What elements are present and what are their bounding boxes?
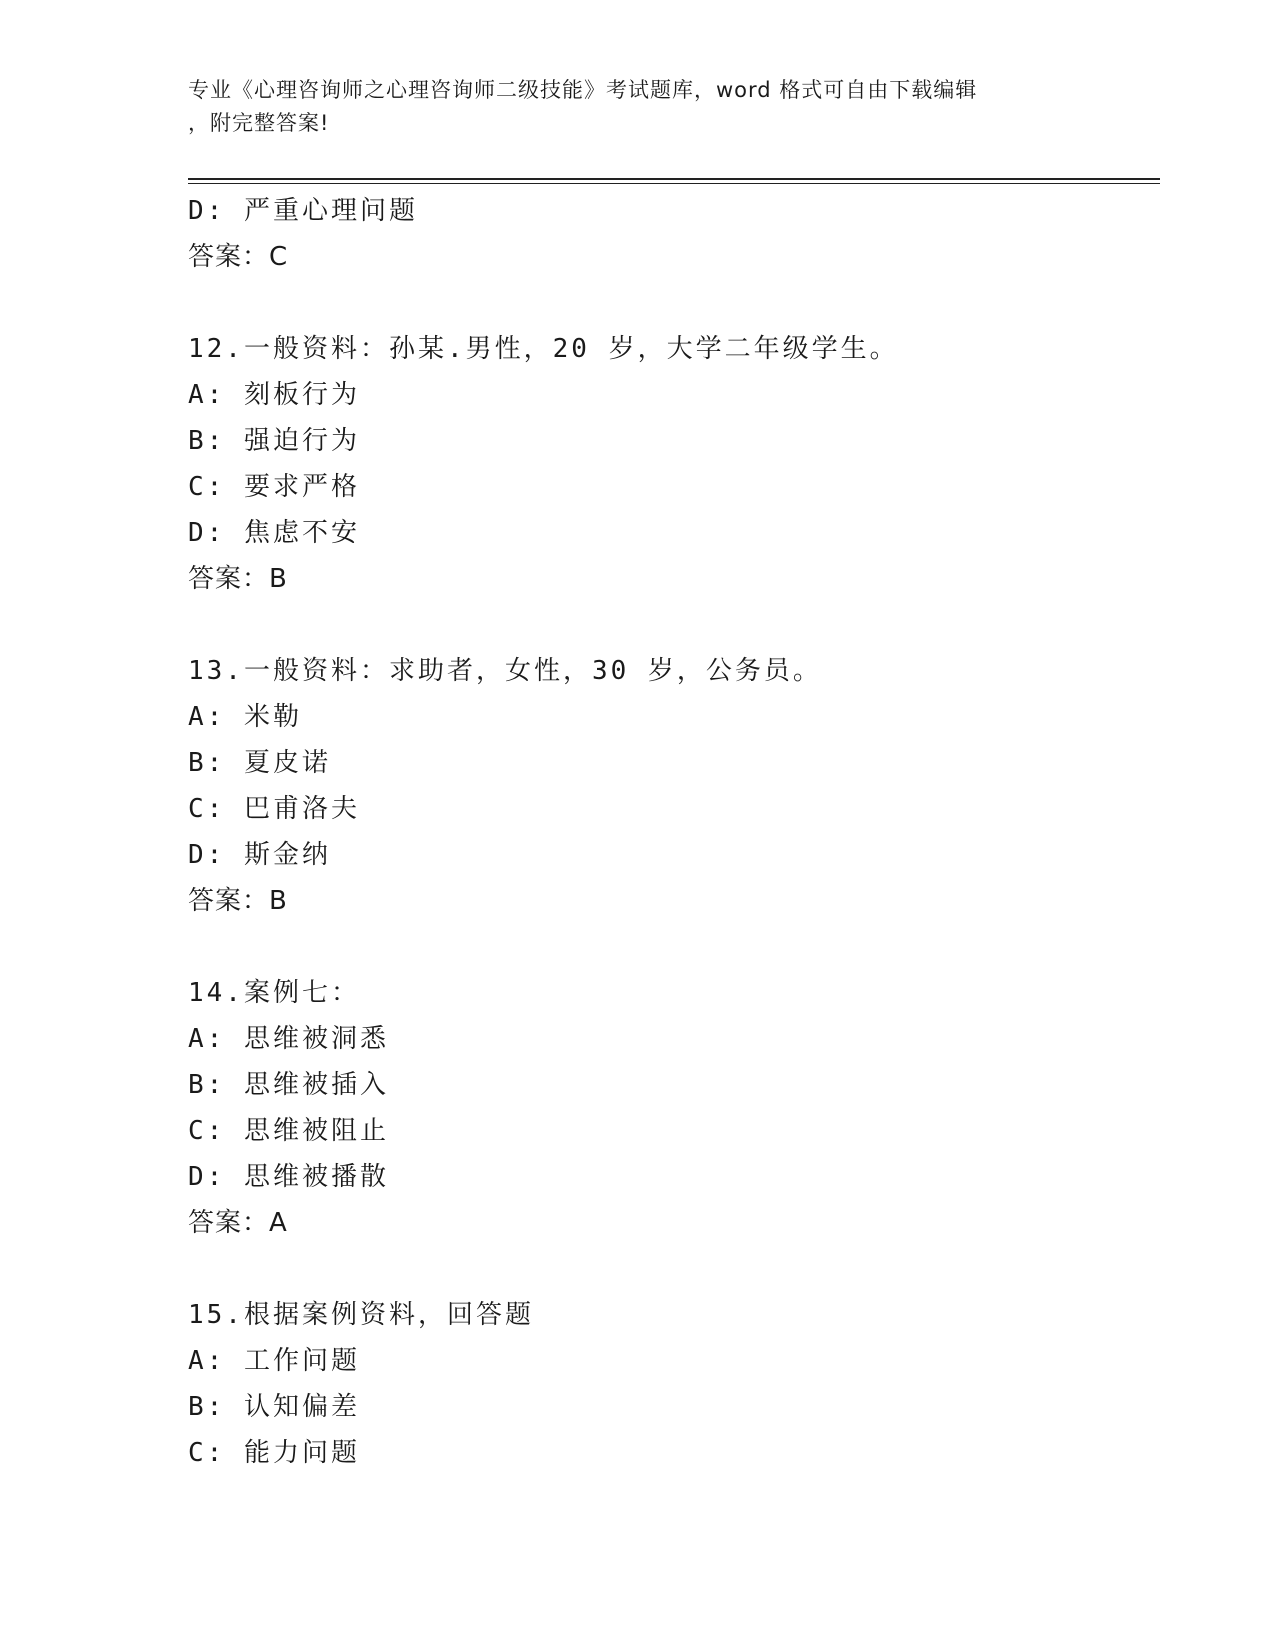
option-b: B: 夏皮诺 [188, 748, 331, 778]
answer: 答案：B [188, 564, 288, 594]
question-13 [188, 648, 1168, 924]
option-b: B: 思维被插入 [188, 1070, 389, 1100]
option-c: C: 巴甫洛夫 [188, 794, 360, 824]
option-d: D: 思维被播散 [188, 1162, 389, 1192]
option-a: A: 刻板行为 [188, 380, 360, 410]
question-11-tail [188, 188, 1168, 280]
option-d: D: 焦虑不安 [188, 518, 360, 548]
option-b: B: 认知偏差 [188, 1392, 360, 1422]
answer: 答案：B [188, 886, 288, 916]
option-d: D: 严重心理问题 [188, 196, 418, 226]
question-12 [188, 326, 1168, 602]
option-a: A: 工作问题 [188, 1346, 360, 1376]
answer: 答案：A [188, 1208, 288, 1238]
question-15 [188, 1292, 1168, 1476]
option-c: C: 要求严格 [188, 472, 360, 502]
option-a: A: 思维被洞悉 [188, 1024, 389, 1054]
question-title: 14.案例七： [188, 978, 360, 1008]
question-title: 13.一般资料：求助者，女性，30 岁，公务员。 [188, 656, 822, 686]
header-divider-thin [188, 183, 1160, 184]
option-c: C: 能力问题 [188, 1438, 360, 1468]
option-d: D: 斯金纳 [188, 840, 331, 870]
header-line-2: ，附完整答案! [188, 111, 330, 135]
option-c: C: 思维被阻止 [188, 1116, 389, 1146]
header-line-1: 专业《心理咨询师之心理咨询师二级技能》考试题库，word 格式可自由下载编辑 [188, 78, 978, 102]
question-14 [188, 970, 1168, 1246]
document-header [188, 74, 1088, 140]
question-list [188, 188, 1168, 1476]
header-divider-thick [188, 178, 1160, 180]
option-a: A: 米勒 [188, 702, 302, 732]
option-b: B: 强迫行为 [188, 426, 360, 456]
answer: 答案：C [188, 242, 289, 272]
question-title: 15.根据案例资料，回答题 [188, 1300, 534, 1330]
question-title: 12.一般资料：孙某.男性，20 岁，大学二年级学生。 [188, 334, 899, 364]
